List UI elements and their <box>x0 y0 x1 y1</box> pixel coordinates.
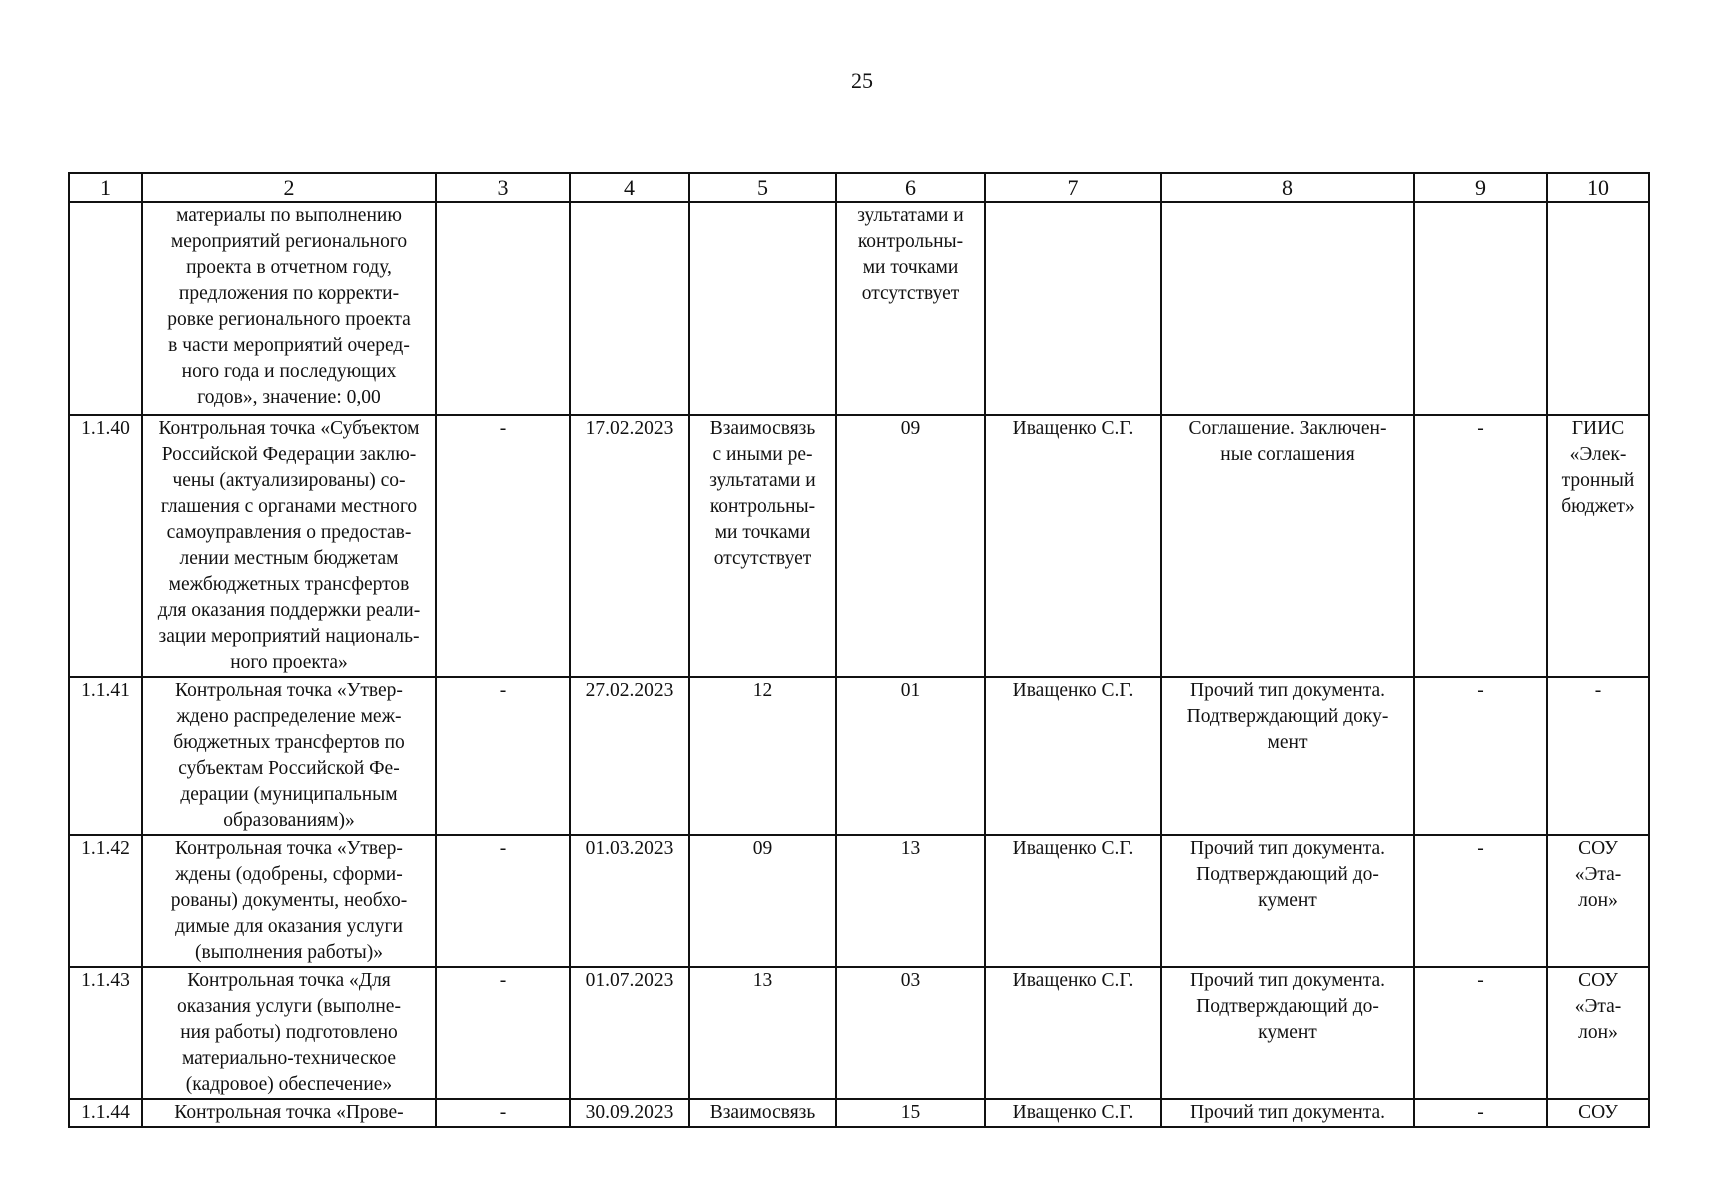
row-number: 1.1.44 <box>69 1099 142 1127</box>
cell-system: СОУ <box>1547 1099 1649 1127</box>
cell-col3 <box>436 202 570 415</box>
cell-col5: 09 <box>689 835 836 967</box>
cell-col9 <box>1414 202 1547 415</box>
cell-col9: - <box>1414 677 1547 835</box>
cell-col6: 01 <box>836 677 985 835</box>
cell-col5: Взаимосвязь <box>689 1099 836 1127</box>
cell-col9: - <box>1414 835 1547 967</box>
cell-date <box>570 202 689 415</box>
cell-document <box>1161 202 1414 415</box>
cell-system <box>1547 202 1649 415</box>
control-point-name: материалы по выполнению мероприятий регионального проекта в отчетном году, предложения по корректи- ровке регионального проекта в части мероприятий очеред- ного года и последующих годов», значение: 0,00 <box>142 202 436 415</box>
cell-responsible: Иващенко С.Г. <box>985 835 1161 967</box>
cell-document: Прочий тип документа. Подтверждающий доку- мент <box>1161 677 1414 835</box>
table-row <box>69 835 1649 967</box>
column-header: 10 <box>1547 173 1649 202</box>
control-point-name: Контрольная точка «Для оказания услуги (выполне- ния работы) подготовлено материально-техническое (кадровое) обеспечение» <box>142 967 436 1099</box>
cell-responsible: Иващенко С.Г. <box>985 967 1161 1099</box>
cell-col3: - <box>436 415 570 677</box>
cell-col5 <box>689 202 836 415</box>
cell-responsible: Иващенко С.Г. <box>985 677 1161 835</box>
cell-date: 01.03.2023 <box>570 835 689 967</box>
control-points-table <box>68 172 1650 1128</box>
cell-responsible: Иващенко С.Г. <box>985 1099 1161 1127</box>
cell-col3: - <box>436 1099 570 1127</box>
control-point-name: Контрольная точка «Утвер- ждены (одобрены, сформи- рованы) документы, необхо- димые для оказания услуги (выполнения работы)» <box>142 835 436 967</box>
cell-col5: 13 <box>689 967 836 1099</box>
cell-col3: - <box>436 677 570 835</box>
cell-system: ГИИС «Элек- тронный бюджет» <box>1547 415 1649 677</box>
cell-col3: - <box>436 835 570 967</box>
cell-col3: - <box>436 967 570 1099</box>
table-row <box>69 202 1649 415</box>
column-header: 1 <box>69 173 142 202</box>
cell-system: СОУ «Эта- лон» <box>1547 835 1649 967</box>
cell-col6: зультатами и контрольны- ми точками отсутствует <box>836 202 985 415</box>
cell-document: Прочий тип документа. <box>1161 1099 1414 1127</box>
cell-col9: - <box>1414 1099 1547 1127</box>
row-number: 1.1.40 <box>69 415 142 677</box>
cell-document: Соглашение. Заключен- ные соглашения <box>1161 415 1414 677</box>
row-number <box>69 202 142 415</box>
cell-responsible <box>985 202 1161 415</box>
cell-responsible: Иващенко С.Г. <box>985 415 1161 677</box>
cell-system: СОУ «Эта- лон» <box>1547 967 1649 1099</box>
row-number: 1.1.43 <box>69 967 142 1099</box>
cell-col5: Взаимосвязь с иными ре- зультатами и контрольны- ми точками отсутствует <box>689 415 836 677</box>
column-header: 3 <box>436 173 570 202</box>
cell-document: Прочий тип документа. Подтверждающий до- кумент <box>1161 835 1414 967</box>
cell-col6: 03 <box>836 967 985 1099</box>
control-point-name: Контрольная точка «Прове- <box>142 1099 436 1127</box>
table-row <box>69 677 1649 835</box>
column-header: 7 <box>985 173 1161 202</box>
control-point-name: Контрольная точка «Утвер- ждено распределение меж- бюджетных трансфертов по субъектам Российской Фе- дерации (муниципальным образованиям)» <box>142 677 436 835</box>
cell-system: - <box>1547 677 1649 835</box>
column-header: 4 <box>570 173 689 202</box>
page-number: 25 <box>851 68 873 93</box>
cell-col6: 09 <box>836 415 985 677</box>
column-header: 6 <box>836 173 985 202</box>
cell-document: Прочий тип документа. Подтверждающий до- кумент <box>1161 967 1414 1099</box>
table-row <box>69 1099 1649 1127</box>
row-number: 1.1.41 <box>69 677 142 835</box>
cell-date: 17.02.2023 <box>570 415 689 677</box>
cell-date: 27.02.2023 <box>570 677 689 835</box>
column-header: 5 <box>689 173 836 202</box>
row-number: 1.1.42 <box>69 835 142 967</box>
cell-col6: 15 <box>836 1099 985 1127</box>
cell-col9: - <box>1414 967 1547 1099</box>
column-header: 2 <box>142 173 436 202</box>
cell-col5: 12 <box>689 677 836 835</box>
cell-col6: 13 <box>836 835 985 967</box>
cell-col9: - <box>1414 415 1547 677</box>
column-number-row <box>69 173 1649 202</box>
column-header: 8 <box>1161 173 1414 202</box>
cell-date: 01.07.2023 <box>570 967 689 1099</box>
control-point-name: Контрольная точка «Субъектом Российской Федерации заклю- чены (актуализированы) со- глашения с органами местного самоуправления о предостав- лении местным бюджетам межбюджетных трансфертов для оказания поддержки реали- зации мероприятий националь- ного проекта» <box>142 415 436 677</box>
column-header: 9 <box>1414 173 1547 202</box>
table-row <box>69 967 1649 1099</box>
cell-date: 30.09.2023 <box>570 1099 689 1127</box>
table-row <box>69 415 1649 677</box>
